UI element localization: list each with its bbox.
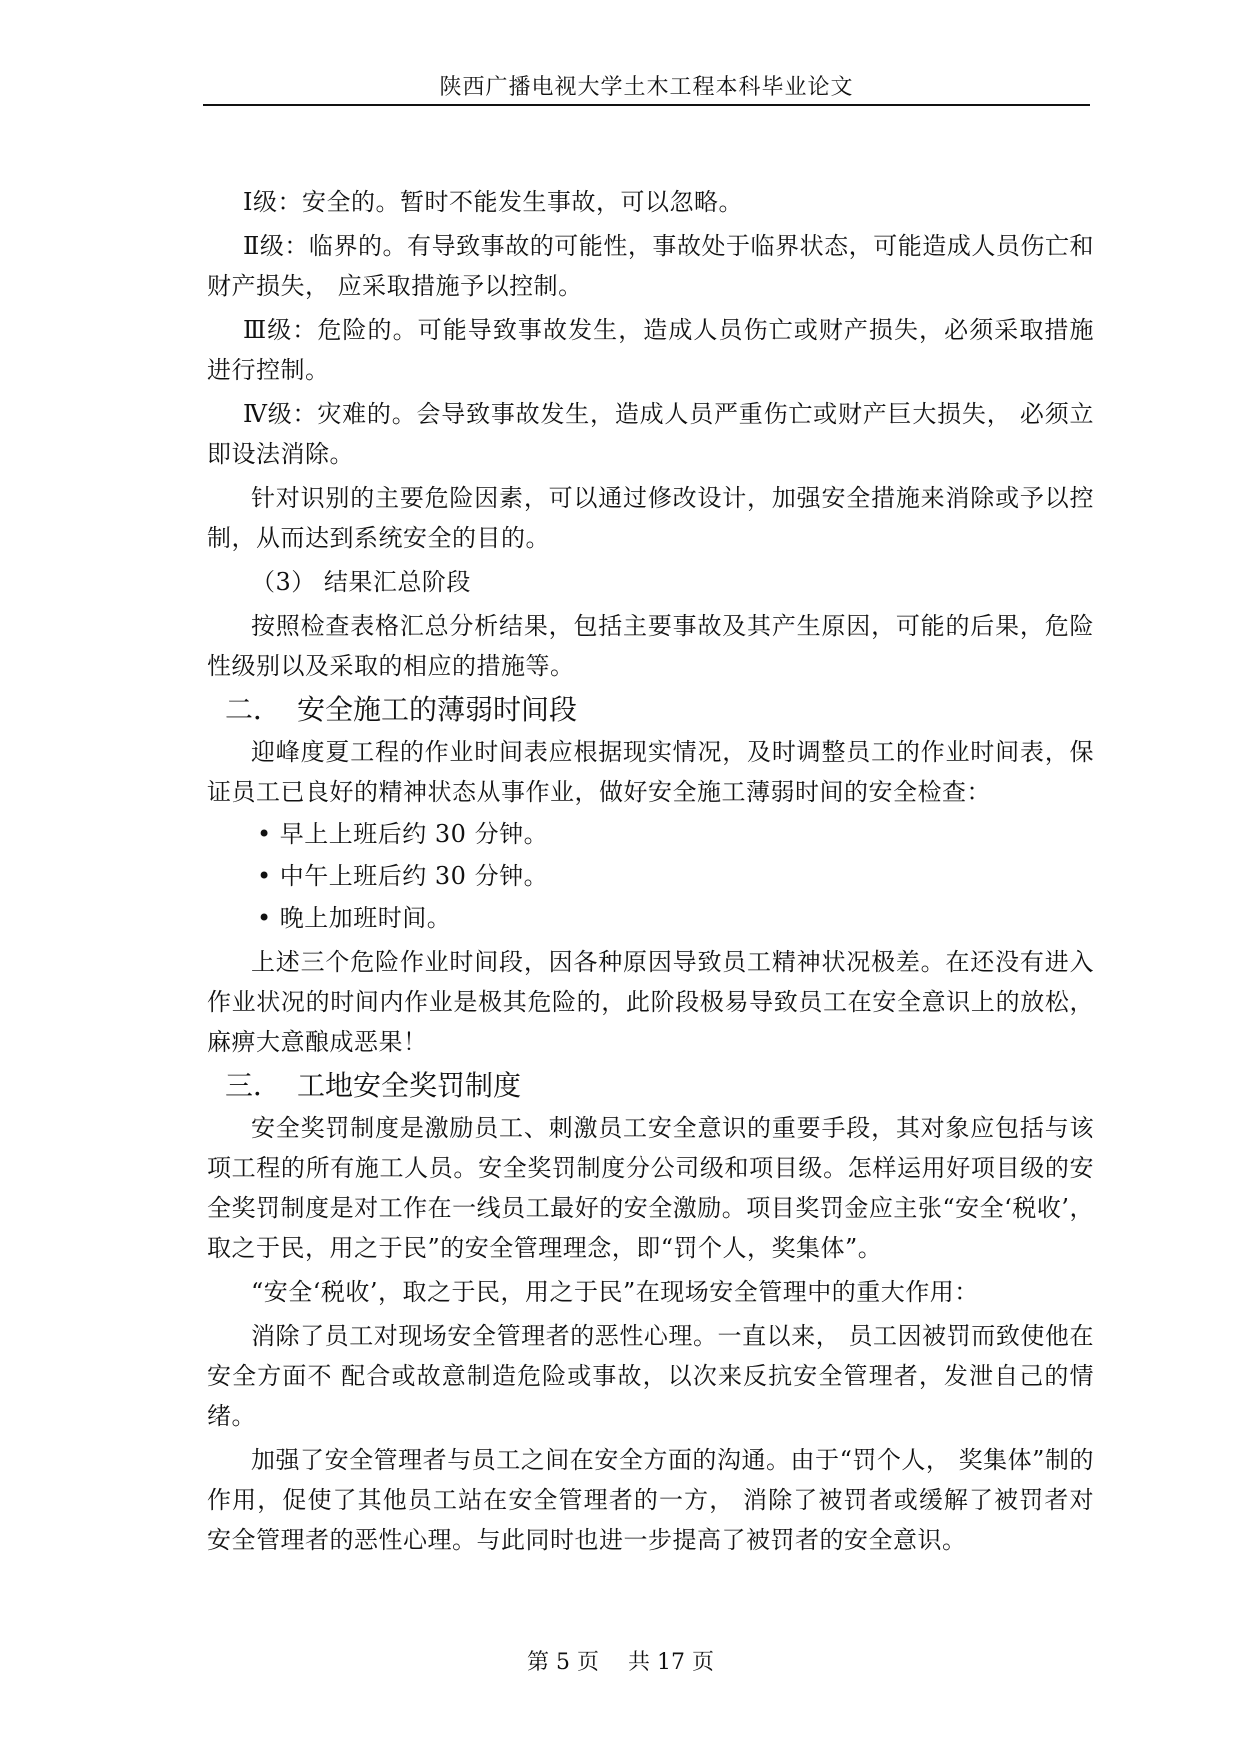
section-2-title: 安全施工的薄弱时间段 [297, 693, 578, 726]
section-3-heading [225, 1066, 1094, 1106]
section-3-paragraph-3: 消除了员工对现场安全管理者的恶性心理。一直以来， 员工因被罚而致使他在安全方面不 配合或故意制造危险或事故，以次来反抗安全管理者，发泄自己的情绪。 [207, 1322, 1094, 1430]
section-2-intro: 迎峰度夏工程的作业时间表应根据现实情况，及时调整员工的作业时间表，保证员工已良好的精神状态从事作业，做好安全施工薄弱时间的安全检查： [207, 738, 1094, 806]
section-2-number: 二． [225, 693, 282, 726]
section-3-number: 三． [225, 1069, 282, 1102]
section-3-paragraph-4: 加强了安全管理者与员工之间在安全方面的沟通。由于“罚个人， 奖集体”制的作用，促使了其他员工站在安全管理者的一方， 消除了被罚者或缓解了被罚者对安全管理者的恶性心理。与此同时也进一步提高了被罚者的安全意识。 [207, 1446, 1094, 1554]
section-3-paragraph-1: 安全奖罚制度是激励员工、刺激员工安全意识的重要手段，其对象应包括与该项工程的所有施工人员。安全奖罚制度分公司级和项目级。怎样运用好项目级的安全奖罚制度是对工作在一线员工最好的安全激励。项目奖罚金应主张“安全‘税收’，取之于民，用之于民”的安全管理理念，即“罚个人，奖集体”。 [207, 1114, 1094, 1262]
bullet-item: • 早上上班后约 30 分钟。 [257, 820, 549, 848]
level-1-paragraph: Ⅰ级：安全的。暂时不能发生事故，可以忽略。 [243, 188, 743, 216]
section-3-title: 工地安全奖罚制度 [297, 1069, 522, 1102]
stage3-title: （3） 结果汇总阶段 [251, 568, 471, 596]
level-2-paragraph: Ⅱ级：临界的。有导致事故的可能性，事故处于临界状态，可能造成人员伤亡和财产损失， 应采取措施予以控制。 [207, 232, 1094, 300]
section-3-paragraph-2: “安全‘税收’，取之于民，用之于民”在现场安全管理中的重大作用： [251, 1278, 979, 1306]
page-header: 陕西广播电视大学土木工程本科毕业论文 [439, 75, 854, 100]
bullet-item: • 晚上加班时间。 [257, 904, 452, 932]
stage3-paragraph: 按照检查表格汇总分析结果，包括主要事故及其产生原因，可能的后果，危险性级别以及采取的相应的措施等。 [207, 612, 1094, 680]
level-4-paragraph: Ⅳ级：灾难的。会导致事故发生，造成人员严重伤亡或财产巨大损失， 必须立即设法消除。 [207, 400, 1094, 468]
page-footer: 第 5 页 共 17 页 [527, 1650, 714, 1675]
section-2-conclusion: 上述三个危险作业时间段，因各种原因导致员工精神状况极差。在还没有进入作业状况的时间内作业是极其危险的，此阶段极易导致员工在安全意识上的放松，麻痹大意酿成恶果！ [207, 948, 1094, 1056]
control-paragraph: 针对识别的主要危险因素，可以通过修改设计，加强安全措施来消除或予以控制，从而达到系统安全的目的。 [207, 484, 1094, 552]
document-body [207, 182, 1094, 1560]
header-rule [203, 104, 1090, 106]
section-2-heading [225, 690, 1094, 730]
bullet-item: • 中午上班后约 30 分钟。 [257, 862, 549, 890]
level-3-paragraph: Ⅲ级：危险的。可能导致事故发生，造成人员伤亡或财产损失，必须采取措施进行控制。 [207, 316, 1094, 384]
